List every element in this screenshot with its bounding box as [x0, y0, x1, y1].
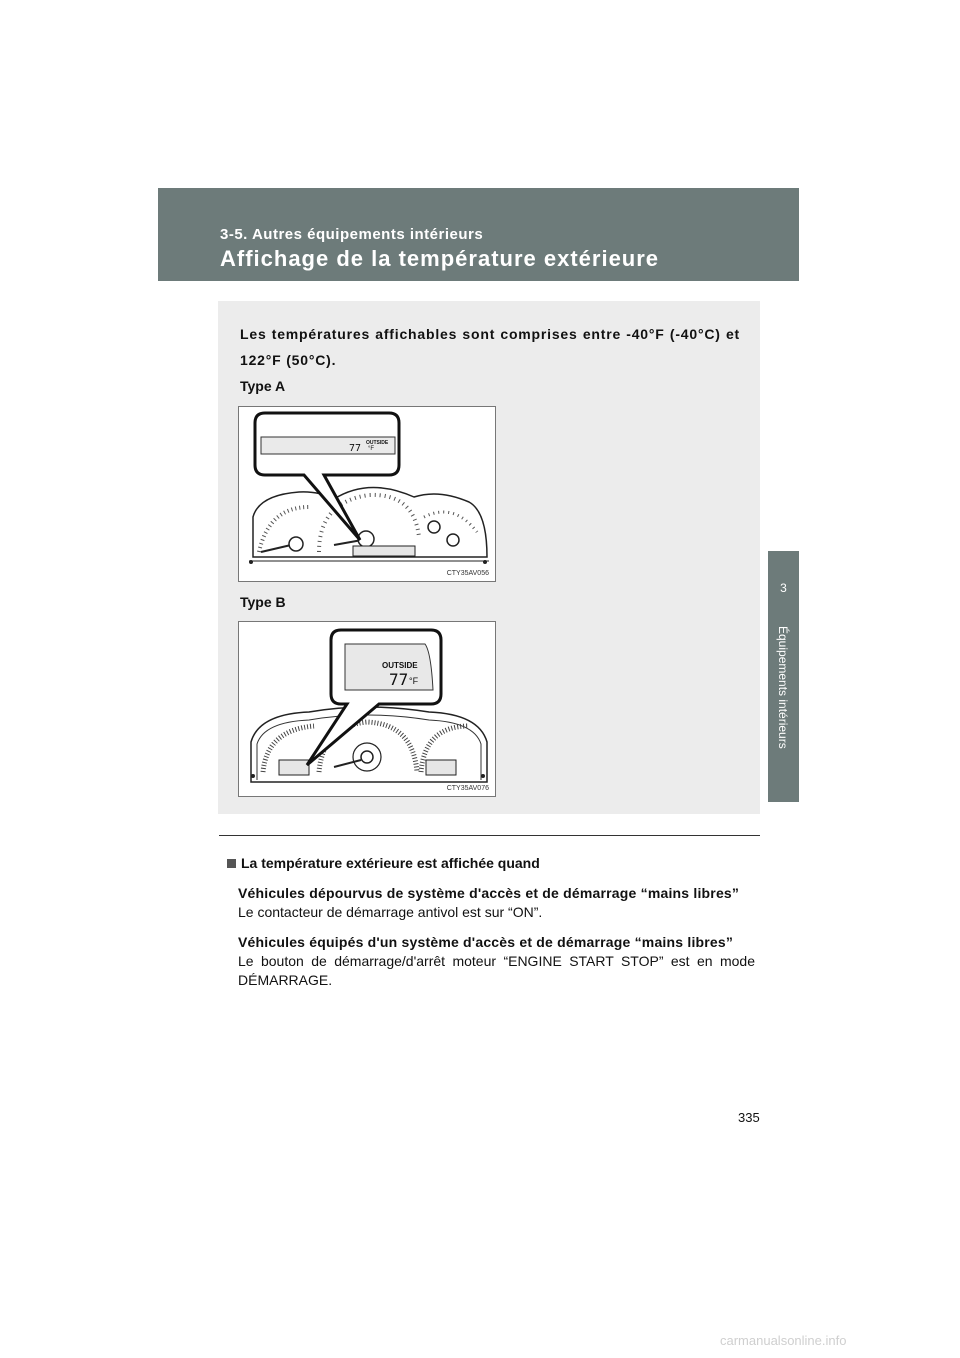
type-a-label: Type A: [240, 378, 286, 394]
condition-1-text: Le contacteur de démarrage antivol est sur “ON”.: [238, 904, 543, 920]
chapter-label: Équipements intérieurs: [776, 626, 790, 749]
type-a-figure-code: CTY35AV056: [446, 570, 489, 577]
chapter-side-tab: [768, 551, 799, 802]
type-a-cluster-illustration: [239, 407, 495, 581]
notes-heading-row: [227, 854, 755, 873]
square-bullet-icon: [227, 859, 236, 868]
condition-1-title: Véhicules dépourvus de système d'accès et de démarrage “mains libres”: [238, 885, 740, 901]
notes-heading: La température extérieure est affichée quand: [241, 855, 540, 871]
notes-section: [227, 854, 755, 990]
type-b-display-tag: OUTSIDE: [382, 661, 418, 670]
type-b-cluster-illustration: [239, 622, 495, 796]
chapter-number: 3: [780, 581, 787, 595]
divider: [219, 835, 760, 836]
type-b-label: Type B: [240, 594, 286, 610]
page-number: 335: [738, 1110, 760, 1125]
type-a-figure: [238, 406, 496, 582]
type-b-display-value: 77: [389, 670, 409, 689]
info-box: [218, 301, 760, 814]
condition-2-title: Véhicules équipés d'un système d'accès et de démarrage “mains libres”: [238, 934, 734, 950]
type-a-display-unit: °F: [368, 446, 375, 452]
type-a-display-tag: OUTSIDE: [366, 440, 389, 446]
watermark: carmanualsonline.info: [720, 1333, 847, 1348]
page-title: Affichage de la température extérieure: [220, 246, 660, 271]
chapter-header: [158, 188, 799, 281]
intro-text: Les températures affichables sont comprises entre -40°F (-40°C) et 122°F (50°C).: [240, 326, 740, 368]
type-b-display-unit: °F: [409, 676, 419, 686]
condition-2-text: Le bouton de démarrage/d'arrêt moteur “ENGINE START STOP” est en mode DÉMARRAGE.: [238, 953, 755, 988]
section-title: 3-5. Autres équipements intérieurs: [220, 226, 484, 243]
type-a-display-value: 77: [349, 443, 362, 454]
type-b-figure-code: CTY35AV076: [446, 785, 489, 792]
type-b-figure: [238, 621, 496, 797]
